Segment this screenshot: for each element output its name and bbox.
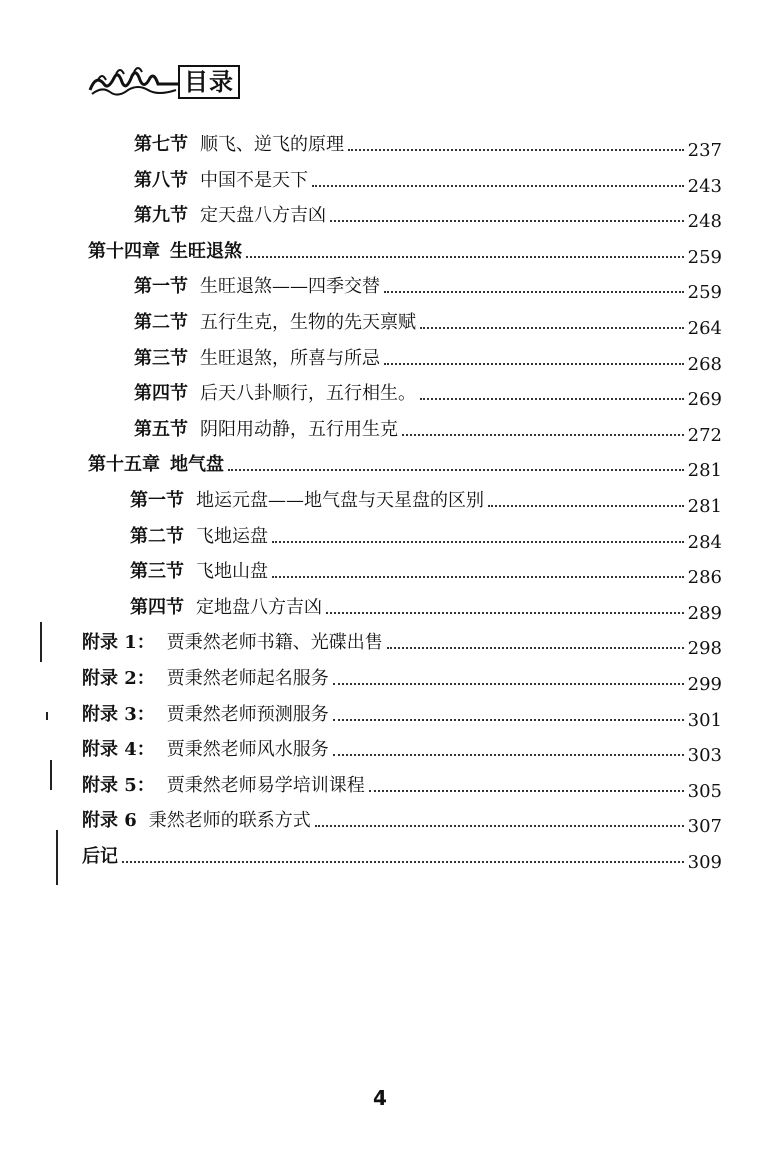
toc-entry-page: 243 bbox=[687, 175, 722, 197]
toc-entry-title: 秉然老师的联系方式 bbox=[148, 810, 311, 832]
toc-section-row bbox=[134, 369, 722, 411]
toc-entry-page: 259 bbox=[687, 282, 722, 304]
toc-entry-title: 五行生克，生物的先天禀赋 bbox=[200, 312, 416, 333]
toc-section-row bbox=[134, 405, 722, 446]
toc-entry-page: 305 bbox=[687, 780, 722, 802]
toc-leader-dots bbox=[420, 327, 684, 329]
toc-entry-page: 307 bbox=[687, 816, 722, 838]
toc-entry-title: 阴阳用动静，五行用生克 bbox=[200, 418, 398, 440]
toc-appendix-row bbox=[82, 690, 722, 731]
toc-leader-dots bbox=[333, 754, 684, 756]
toc-leader-dots bbox=[333, 683, 684, 685]
toc-entry-number: 后记 bbox=[82, 846, 118, 867]
toc-leader-dots bbox=[488, 505, 684, 507]
toc-entry-number: 附录 6 bbox=[82, 810, 137, 832]
toc-entry-page: 264 bbox=[687, 318, 722, 339]
toc-heading: 目录 bbox=[178, 65, 240, 99]
toc-entry-title: 中国不是天下 bbox=[200, 169, 308, 191]
toc-entry-number: 第二节 bbox=[130, 525, 184, 547]
toc-entry-number: 第二节 bbox=[134, 312, 188, 333]
toc-entry-number: 第三节 bbox=[134, 347, 188, 369]
toc-entry-title: 定天盘八方吉凶 bbox=[200, 205, 326, 227]
toc-entry-title: 飞地运盘 bbox=[196, 525, 268, 547]
toc-chapter-row bbox=[88, 440, 722, 482]
toc-entry-title: 定地盘八方吉凶 bbox=[196, 596, 322, 618]
toc-entry-number: 附录 5： bbox=[82, 774, 155, 796]
toc-section-row bbox=[130, 547, 722, 589]
toc-entry-page: 309 bbox=[687, 852, 722, 873]
toc-section-row bbox=[134, 334, 722, 375]
toc-leader-dots bbox=[228, 469, 684, 471]
toc-entry-page: 289 bbox=[687, 602, 722, 624]
toc-leader-dots bbox=[326, 612, 684, 614]
toc-leader-dots bbox=[315, 825, 684, 827]
toc-appendix-row bbox=[82, 725, 722, 767]
toc-entry-number: 第十四章 bbox=[88, 240, 160, 262]
toc-entry-page: 269 bbox=[687, 389, 722, 411]
toc-entry-title: 贾秉然老师风水服务 bbox=[166, 739, 329, 761]
toc-appendix-row bbox=[82, 618, 722, 660]
toc-entry-title: 生旺退煞，所喜与所忌 bbox=[200, 347, 380, 369]
toc-leader-dots bbox=[272, 576, 684, 578]
toc-section-row bbox=[130, 583, 722, 624]
toc-leader-dots bbox=[348, 149, 684, 151]
toc-leader-dots bbox=[384, 363, 684, 365]
toc-entry-number: 第一节 bbox=[130, 490, 184, 511]
toc-leader-dots bbox=[122, 861, 684, 863]
toc-leader-dots bbox=[333, 719, 684, 721]
toc-entry-title: 贾秉然老师易学培训课程 bbox=[166, 774, 365, 796]
toc-section-row bbox=[130, 512, 722, 553]
toc-chapter-row bbox=[88, 227, 722, 268]
toc-appendix-row bbox=[82, 796, 722, 838]
toc-entry-page: 268 bbox=[687, 353, 722, 375]
toc-entry-page: 303 bbox=[687, 745, 722, 767]
toc-section-row bbox=[134, 262, 722, 304]
scan-margin-mark bbox=[46, 712, 48, 720]
scan-margin-mark bbox=[40, 622, 42, 662]
toc-entry-number: 第八节 bbox=[134, 169, 188, 191]
toc-leader-dots bbox=[369, 790, 684, 792]
toc-entry-page: 237 bbox=[687, 140, 722, 161]
toc-appendix-row bbox=[82, 761, 722, 802]
toc-entry-page: 299 bbox=[687, 674, 722, 695]
toc-leader-dots bbox=[384, 291, 684, 293]
toc-entry-number: 附录 2： bbox=[82, 668, 155, 689]
toc-section-row bbox=[134, 191, 722, 233]
toc-leader-dots bbox=[420, 398, 684, 400]
toc-entry-title: 地运元盘——地气盘与天星盘的区别 bbox=[196, 490, 484, 511]
page-number: 4 bbox=[373, 1086, 387, 1110]
toc-entry-page: 259 bbox=[687, 246, 722, 268]
toc-entry-page: 298 bbox=[687, 638, 722, 660]
toc-entry-title: 顺飞、逆飞的原理 bbox=[200, 134, 344, 155]
toc-entry-page: 284 bbox=[687, 531, 722, 553]
toc-entry-title: 飞地山盘 bbox=[196, 561, 268, 583]
toc-entry-number: 第三节 bbox=[130, 561, 184, 583]
toc-entry-number: 第九节 bbox=[134, 205, 188, 227]
toc-entry-number: 第四节 bbox=[134, 383, 188, 405]
toc-entry-number: 第五节 bbox=[134, 418, 188, 440]
toc-entry-number: 附录 3： bbox=[82, 703, 155, 725]
toc-leader-dots bbox=[387, 647, 684, 649]
toc-entry-title: 生旺退煞 bbox=[170, 240, 242, 262]
decorative-flourish-icon bbox=[88, 60, 180, 104]
toc-entry-title: 生旺退煞——四季交替 bbox=[200, 276, 380, 298]
toc-entry-number: 第四节 bbox=[130, 596, 184, 618]
toc-entry-page: 272 bbox=[687, 424, 722, 446]
toc-entry-number: 第十五章 bbox=[88, 454, 160, 476]
toc-leader-dots bbox=[330, 220, 684, 222]
toc-entry-page: 286 bbox=[687, 567, 722, 589]
toc-entry-number: 第一节 bbox=[134, 276, 188, 298]
toc-leader-dots bbox=[402, 434, 684, 436]
toc-entry-title: 贾秉然老师书籍、光碟出售 bbox=[166, 632, 383, 654]
toc-entry-number: 第七节 bbox=[134, 134, 188, 155]
toc-entry-title: 贾秉然老师预测服务 bbox=[166, 703, 329, 725]
toc-entry-page: 281 bbox=[687, 460, 722, 482]
toc-section-row bbox=[134, 156, 722, 197]
toc-leader-dots bbox=[246, 256, 684, 258]
toc-entry-number: 附录 1： bbox=[82, 632, 155, 654]
toc-entry-page: 281 bbox=[687, 496, 722, 517]
toc-entry-page: 301 bbox=[687, 709, 722, 731]
toc-section-row bbox=[130, 476, 722, 517]
toc-leader-dots bbox=[272, 541, 684, 543]
toc-section-row bbox=[134, 298, 722, 339]
page-header bbox=[88, 60, 240, 104]
toc-entry-title: 后天八卦顺行，五行相生。 bbox=[200, 383, 416, 405]
toc-section-row bbox=[134, 120, 722, 161]
toc-leader-dots bbox=[312, 185, 684, 187]
scan-margin-mark bbox=[56, 830, 58, 885]
toc-entry-page: 248 bbox=[687, 211, 722, 233]
toc-entry-title: 地气盘 bbox=[170, 454, 224, 476]
toc-appendix-row bbox=[82, 832, 722, 873]
toc-entry-title: 贾秉然老师起名服务 bbox=[166, 668, 329, 689]
scan-margin-mark bbox=[50, 760, 52, 790]
toc-appendix-row bbox=[82, 654, 722, 695]
toc-entry-number: 附录 4： bbox=[82, 739, 155, 761]
